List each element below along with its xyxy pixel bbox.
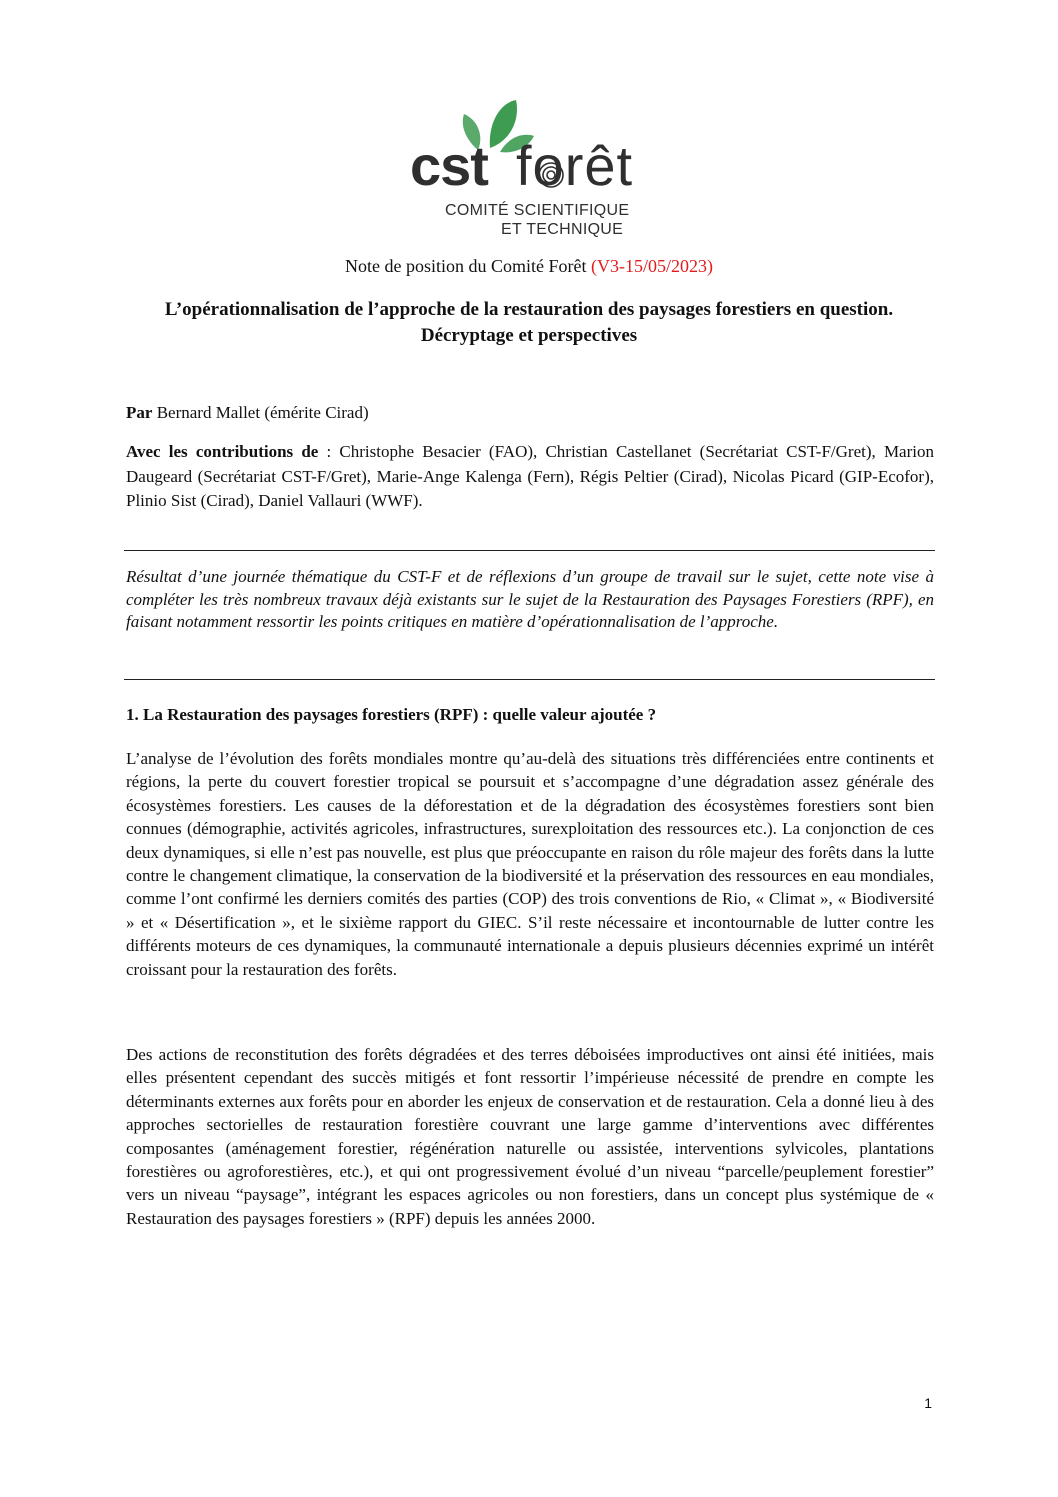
section-1-heading: 1. La Restauration des paysages forestiers (RPF) : quelle valeur ajoutée ? (126, 705, 657, 724)
author-line (126, 401, 934, 425)
cst-foret-logo (408, 98, 653, 243)
logo-brand-left: cst (410, 134, 488, 197)
document-title: L’opérationnalisation de l’approche de la restauration des paysages forestiers en question. Décryptage et perspectives (164, 299, 894, 346)
contributions-text: : Christophe Besacier (FAO), Christian Castellanet (Secrétariat CST-F/Gret), Marion Daugeard (Secrétariat CST-F/Gret), Marie-Ange Kalenga (Fern), Régis Peltier (Cirad), Nicolas Picard (GIP-Ecofor), Plinio Sist (Cirad), Daniel Vallauri (WWF). (126, 442, 934, 510)
section-1-paragraph-1: L’analyse de l’évolution des forêts mondiales montre qu’au-delà des situations très différenciées entre continents et régions, la perte du couvert forestier tropical se poursuit et s’accompagne d’une dégradation assez générale des écosystèmes forestiers. Les causes de la déforestation et de la dégradation des écosystèmes forestiers sont bien connues (démographie, activités agricoles, infrastructures, surexploitation des ressources etc.). La conjonction de ces deux dynamiques, si elle n’est pas nouvelle, est plus que préoccupante en raison du rôle majeur des forêts dans la lutte contre le changement climatique, la conservation de la biodiversité et la préservation des ressources en eau mondiales, comme l’ont confirmé les derniers comités des parties (COP) des trois conventions de Rio, « Climat », « Biodiversité » et « Désertification », et le sixième rapport du GIEC. S’il reste nécessaire et incontournable de lutter contre les différents moteurs de ces dynamiques, la communauté internationale a depuis plusieurs décennies exprimé un intérêt croissant pour la restauration des forêts. (126, 749, 934, 979)
page-number: 1 (924, 1395, 932, 1411)
note-header (0, 256, 1058, 277)
version-badge: (V3-15/05/2023) (591, 256, 713, 276)
abstract-text: Résultat d’une journée thématique du CST-F et de réflexions d’un groupe de travail sur le sujet, cette note vise à compléter les très nombreux travaux déjà existants sur le sujet de la Restauration des Paysages Forestiers (RPF), en faisant notamment ressortir les points critiques en matière d’opérationnalisation de l’approche. (126, 567, 934, 632)
contributions-label: Avec les contributions de (126, 442, 319, 461)
contributions-paragraph (126, 440, 934, 514)
note-label: Note de position du Comité Forêt (345, 256, 587, 276)
logo-brand-right: forêt (516, 134, 634, 197)
abstract-top-rule (124, 550, 935, 551)
author-text: Bernard Mallet (émérite Cirad) (156, 403, 369, 422)
author-label: Par (126, 403, 153, 422)
logo-subtitle-line1: COMITÉ SCIENTIFIQUE (445, 202, 630, 219)
abstract-bottom-rule (124, 679, 935, 680)
section-1-paragraph-2: Des actions de reconstitution des forêts dégradées et des terres déboisées improductives ont ainsi été initiées, mais elles présentent cependant des succès mitigés et font ressortir l’impérieuse nécessité de prendre en compte les déterminants externes aux forêts pour en aborder les enjeux de conservation et de restauration. Cela a donné lieu à des approches sectorielles de restauration forestière couvrant une large gamme d’interventions avec différentes composantes (aménagement forestier, régénération naturelle ou assistée, interventions sylvicoles, plantations forestières ou agroforestières, etc.), et qui ont progressivement évolué d’un niveau “parcelle/peuplement forestier” vers un niveau “paysage”, intégrant les espaces agricoles ou non forestiers, dans un concept plus systémique de « Restauration des paysages forestiers » (RPF) depuis les années 2000. (126, 1045, 934, 1228)
logo-subtitle-line2: ET TECHNIQUE (501, 221, 624, 238)
